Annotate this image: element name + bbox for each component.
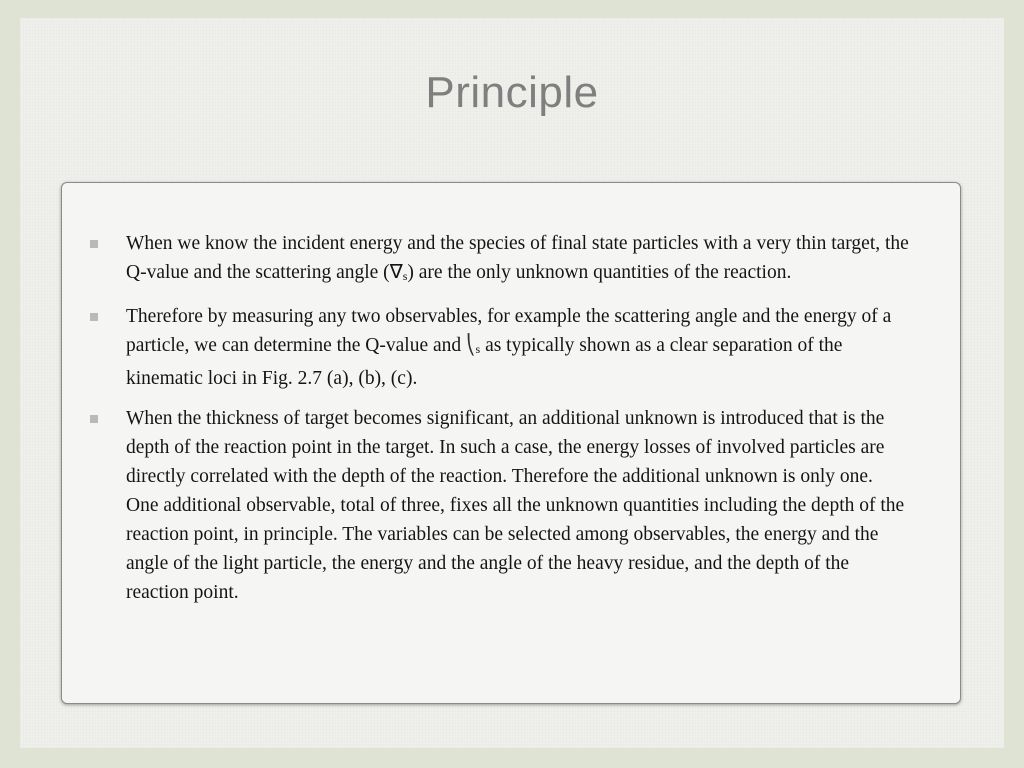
angle-subscript: s (475, 342, 481, 356)
bullet-3-text: When the thickness of target becomes significant, an additional unknown is introduced that is the depth of the reaction point in the target. In such a case, the energy losses of involved particles are directly correlated with the depth of the reaction. Therefore the additional unknown is only one. One additional observable, total of three, fixes all the unknown quantities including the depth of the reaction point, in principle. The variables can be selected among observables, the energy and the angle of the light particle, the energy and the angle of the heavy residue, and the depth of the reaction point. (126, 408, 905, 603)
angle-symbol: ⎝ (466, 334, 476, 356)
bullet-item-3 (90, 404, 910, 607)
bullet-1-text-start: When we know the incident energy and the species of final state particles with a very thin target, the Q-value and the scattering angle ( (126, 233, 909, 283)
bullet-list (90, 229, 910, 618)
bullet-item-1 (90, 229, 910, 291)
slide-title: Principle (425, 68, 599, 117)
bullet-item-2 (90, 302, 910, 393)
square-bullet-icon (90, 415, 98, 423)
bullet-2-text-end: as typically shown as a clear separation of the kinematic loci in Fig. 2.7 (a), (b), (c). (126, 335, 843, 389)
scattering-angle-subscript: s (402, 269, 408, 283)
square-bullet-icon (90, 240, 98, 248)
bullet-1-text-end: ) are the only unknown quantities of the reaction. (407, 262, 792, 283)
content-box (61, 182, 961, 704)
square-bullet-icon (90, 313, 98, 321)
bullet-2-text-start: Therefore by measuring any two observables, for example the scattering angle and the energy of a particle, we can determine the Q-value and (126, 306, 892, 356)
scattering-angle-symbol: ∇ (389, 262, 403, 283)
